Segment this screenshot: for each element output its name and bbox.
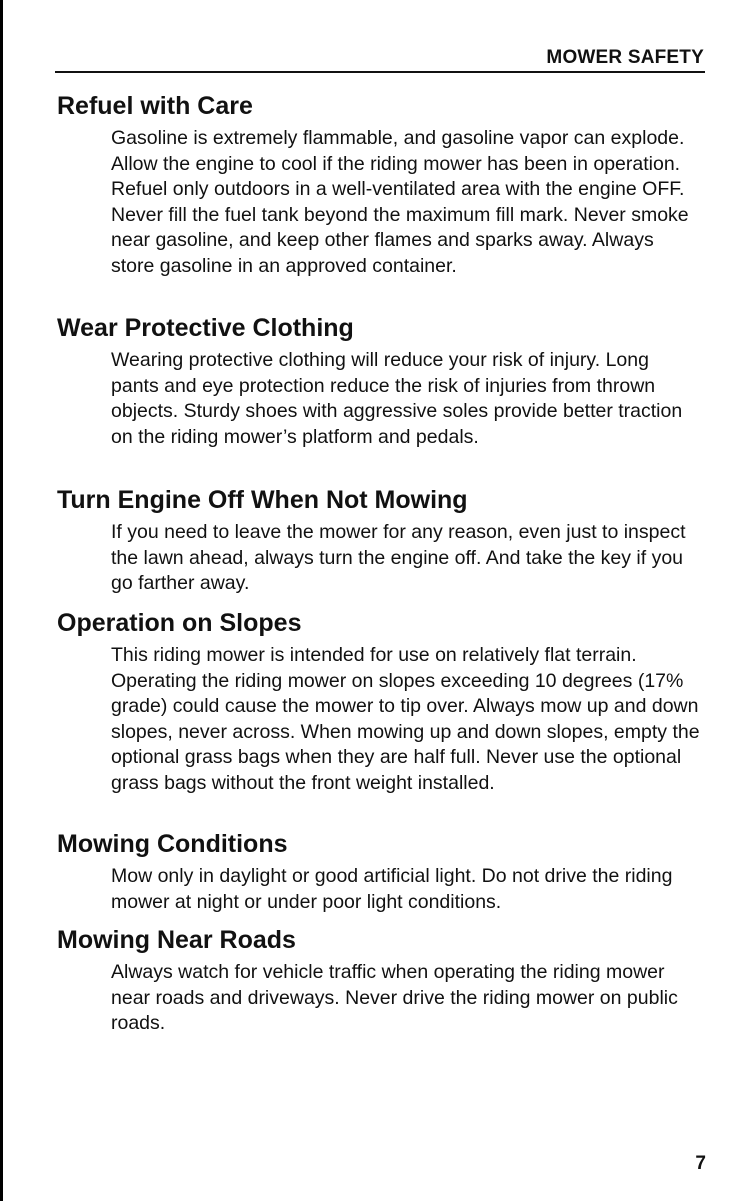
running-header-title: MOWER SAFETY	[546, 47, 704, 68]
page-number: 7	[695, 1153, 706, 1174]
section-body: Mow only in daylight or good artificial light. Do not drive the riding mower at night or under poor light conditions.	[111, 865, 673, 913]
section-body: If you need to leave the mower for any reason, even just to inspect the lawn ahead, always turn the engine off. And take the key if you go farther away.	[111, 521, 686, 595]
section-body: Gasoline is extremely flammable, and gasoline vapor can explode. Allow the engine to cool if the riding mower has been in operation. Refuel only outdoors in a well-ventilated area with the engine OFF. Never fill the fuel tank beyond the maximum fill mark. Never smoke near gasoline, and keep other flames and sparks away. Always store gasoline in an approved container.	[111, 127, 689, 277]
section-turn-engine-off	[57, 485, 707, 597]
section-refuel-with-care	[57, 91, 707, 280]
section-mowing-conditions	[57, 829, 707, 915]
header-rule	[55, 71, 705, 73]
section-heading: Mowing Conditions	[57, 830, 288, 858]
section-heading: Refuel with Care	[57, 92, 253, 120]
section-heading: Mowing Near Roads	[57, 926, 296, 954]
page-edge-border	[0, 0, 3, 1201]
section-mowing-near-roads	[57, 925, 707, 1037]
section-body: Always watch for vehicle traffic when operating the riding mower near roads and driveways. Never drive the riding mower on public roads.	[111, 961, 678, 1035]
section-heading: Turn Engine Off When Not Mowing	[57, 486, 468, 514]
section-body: Wearing protective clothing will reduce your risk of injury. Long pants and eye protection reduce the risk of injuries from thrown objects. Sturdy shoes with aggressive soles provide better traction on the riding mower’s platform and pedals.	[111, 349, 683, 448]
section-heading: Operation on Slopes	[57, 609, 302, 637]
section-body: This riding mower is intended for use on relatively flat terrain. Operating the riding mower on slopes exceeding 10 degrees (17% grade) could cause the mower to tip over. Always mow up and down slopes, never across. When mowing up and down slopes, empty the optional grass bags when they are half full. Never use the optional grass bags without the front weight installed.	[111, 644, 700, 794]
section-heading: Wear Protective Clothing	[57, 314, 354, 342]
section-operation-on-slopes	[57, 608, 707, 797]
section-wear-protective-clothing	[57, 313, 707, 450]
